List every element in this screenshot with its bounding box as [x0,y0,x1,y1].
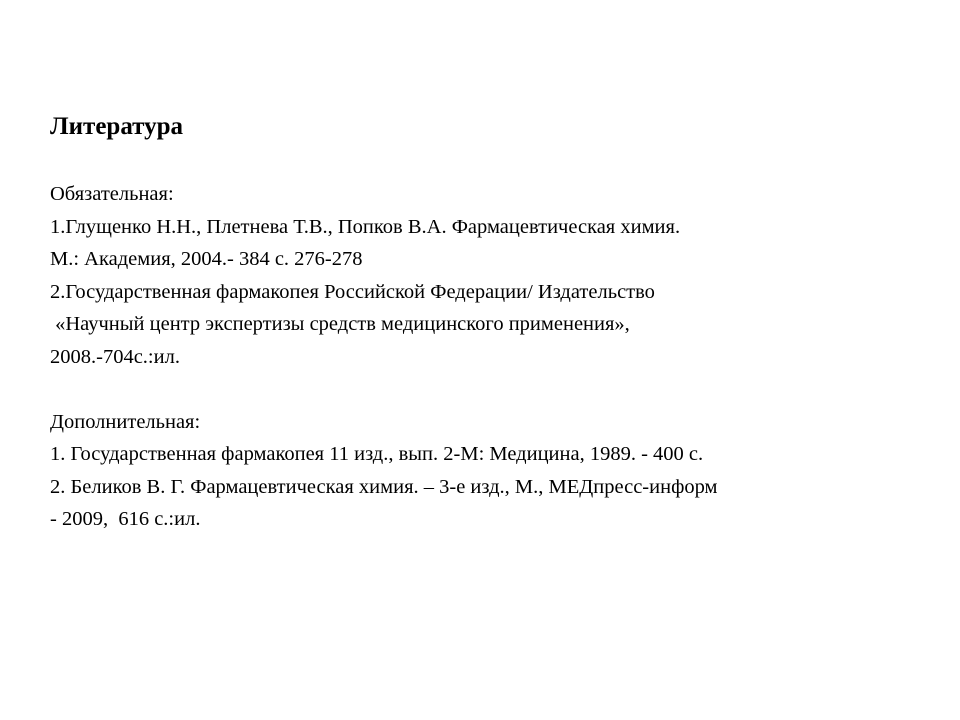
required-line-4: «Научный центр экспертизы средств медицинского применения», [50,313,630,335]
required-line-2: М.: Академия, 2004.- 384 с. 276-278 [50,248,363,270]
additional-line-2: 2. Беликов В. Г. Фармацевтическая химия. – 3-е изд., М., МЕДпресс-информ [50,475,718,498]
literature-body [50,178,940,536]
required-line-5: 2008.-704с.:ил. [50,345,180,368]
required-heading: Обязательная: [50,183,174,205]
additional-line-3: - 2009, 616 с.:ил. [50,508,201,530]
required-line-3: 2.Государственная фармакопея Российской Федерации/ Издательство [50,280,655,303]
section-spacer [50,373,940,406]
required-line-1: 1.Глущенко Н.Н., Плетнева Т.В., Попков В.А. Фармацевтическая химия. [50,215,681,238]
additional-heading: Дополнительная: [50,410,201,433]
slide-title: Литература [50,113,184,140]
additional-line-1: 1. Государственная фармакопея 11 изд., вып. 2-М: Медицина, 1989. - 400 с. [50,443,704,465]
